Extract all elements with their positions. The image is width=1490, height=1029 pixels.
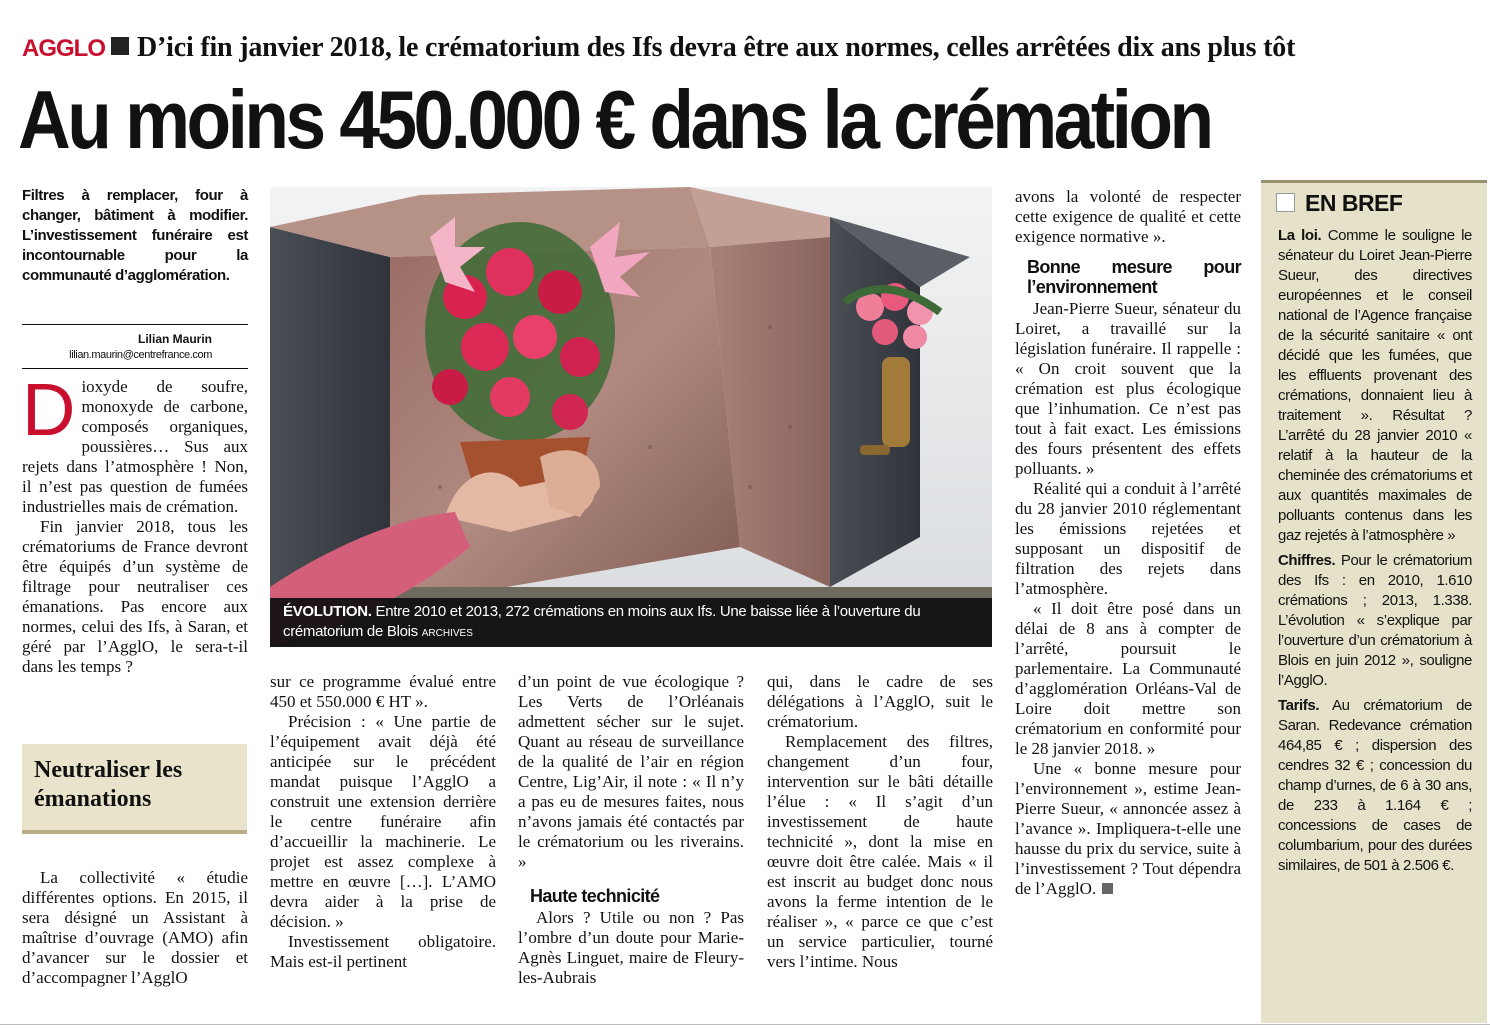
byline-rule-top <box>22 324 248 325</box>
bref-item: Chiffres. Pour le crématorium des Ifs : en 2010, 1.610 crémations ; 2013, 1.338. L’évolution « s’explique par l’ouverture d’un crématorium à Blois en juin 2012 », souligne l’AgglO. <box>1278 552 1472 689</box>
paragraph: La collectivité « étudie différentes options. En 2015, il sera désigné un Assistant à maîtrise d’ouvrage (AMO) afin d’avancer sur le dossier et d’accompagner l’AgglO <box>22 868 248 987</box>
en-bref-title: EN BREF <box>1305 190 1403 216</box>
paragraph: Une « bonne mesure pour l’environnement », estime Jean-Pierre Sueur, « annoncée assez à l’avance ». Impliquera-t-elle une hausse du prix du service, suite à l’investissement ? Tout dépendra de l’AgglO. <box>1015 759 1241 898</box>
article-column-4 <box>767 672 993 972</box>
chapo: Filtres à remplacer, four à changer, bâtiment à modifier. L’investissement funéraire est incontournable pour la communauté d’agglomération. <box>22 187 248 284</box>
caption-text: Entre 2010 et 2013, 272 crémations en moins aux Ifs. Une baisse liée à l’ouverture du crématorium de Blois <box>283 603 921 640</box>
article-column-5 <box>1015 187 1241 899</box>
lead-paragraph: Dioxyde de soufre, monoxyde de carbone, composés organiques, poussières… Sus aux rejets dans l’atmosphère ! Non, il n’est pas question de fumées industrielles mais de crémation. <box>22 368 248 516</box>
paragraph: avons la volonté de respecter cette exigence de qualité et cette exigence normative ». <box>1015 187 1241 246</box>
subhead: Bonne mesure pour l’environnement <box>1027 257 1241 297</box>
paragraph: Fin janvier 2018, tous les crématoriums de France devront être équipés d’un système de filtrage pour neutraliser ces émanations. Pas encore aux normes, celui des Ifs, à Saran, et géré par l’AgglO, le sera-t-il dans les temps ? <box>22 517 248 676</box>
caption-label: ÉVOLUTION. <box>283 603 372 620</box>
paragraph: sur ce programme évalué entre 450 et 550.000 € HT ». <box>270 672 496 711</box>
photo-caption <box>270 598 992 647</box>
en-bref-body <box>1278 226 1472 881</box>
page-bottom-rule <box>0 1024 1490 1025</box>
byline-author: Lilian Maurin <box>137 332 212 346</box>
paragraph: « Il doit être posé dans un délai de 8 ans à compter de l’arrêté, poursuit le parlementaire. La Communauté d’agglomération Orléans-Val de Loire doit mettre son crématorium en conformité pour le 28 janvier 2018. » <box>1015 599 1241 758</box>
paragraph: Précision : « Une partie de l’équipement avait déjà été anticipée sur le précédent mandat puisque l’AgglO a construit une extension derrière le centre funéraire afin d’accueillir la machinerie. Le projet est assez complexe à mettre en œuvre […]. L’AMO devra aider à la prise de décision. » <box>270 712 496 931</box>
columbarium-photo <box>270 187 992 647</box>
kicker-text: D’ici fin janvier 2018, le crématorium des Ifs devra être aux normes, celles arrêtées dix ans plus tôt <box>137 32 1296 63</box>
photo <box>270 187 992 647</box>
paragraph: Investissement obligatoire. Mais est-il pertinent <box>270 932 496 971</box>
article-column-3 <box>518 672 744 988</box>
article-column-1 <box>22 368 248 677</box>
drop-cap: D <box>22 368 76 451</box>
intertitle: Neutraliser les émanations <box>34 757 183 812</box>
bref-item: La loi. Comme le souligne le sénateur du Loiret Jean-Pierre Sueur, des directives européennes et le conseil national de l’Agence française de la sécurité sanitaire « ont décidé que les fumées, que les effluents provenant des crémations, donnaient lieu à traitement ». Résultat ? L’arrêté du 28 janvier 2010 « relatif à la hauteur de la cheminée des crématoriums et aux quantités maximales de polluants contenus dans les gaz rejetés à l’atmosphère » <box>1278 227 1472 544</box>
end-mark-icon <box>1102 883 1113 894</box>
square-icon <box>1276 193 1295 212</box>
subhead: Haute technicité <box>530 886 660 906</box>
article-column-1-cont <box>22 868 248 988</box>
paragraph: Réalité qui a conduit à l’arrêté du 28 janvier 2010 réglementant les émissions rejetées et supposant un dispositif de filtration des rejets dans l’atmosphère. <box>1015 479 1241 598</box>
bref-item: Tarifs. Au crématorium de Saran. Redevance crémation 464,85 € ; dispersion des cendres 32 € ; concession du champ d’urnes, de 6 à 30 ans, de 233 à 1.164 € ; concessions de cases de columbarium, pour des durées similaires, de 501 à 2.506 €. <box>1278 697 1472 874</box>
paragraph: qui, dans le cadre de ses délégations à l’AgglO, suit le crématorium. <box>767 672 993 731</box>
photo-credit: ARCHIVES <box>421 628 473 639</box>
square-bullet-icon <box>111 37 129 55</box>
section-tag: AGGLO <box>22 35 105 62</box>
en-bref-header <box>1276 190 1402 216</box>
intertitle-box <box>22 744 247 834</box>
kicker <box>22 30 1295 64</box>
paragraph: Remplacement des filtres, changement d’un four, intervention sur le bâti détaille l’élue : « Il s’agit d’un investissement de haute technicité », dont la mise en œuvre doit être calée. Mais « il est inscrit au budget donc nous avons la ferme intention de le réaliser », « parce ce que c’est un service particulier, tourné vers l’intime. Nous <box>767 732 993 971</box>
paragraph: Alors ? Utile ou non ? Pas l’ombre d’un doute pour Marie-Agnès Linguet, maire de Fleury-les-Aubrais <box>518 908 744 987</box>
paragraph: Jean-Pierre Sueur, sénateur du Loiret, a travaillé sur la législation funéraire. Il rappelle : « On croit souvent que la crémation est plus écologique que l’inhumation. Ce n’est pas tout à fait exact. Les émissions des fours présentent des effets polluants. » <box>1015 299 1241 478</box>
headline: Au moins 450.000 € dans la crémation <box>18 73 1211 166</box>
paragraph: d’un point de vue écologique ? Les Verts de l’Orléanais admettent sécher sur le sujet. Quant au réseau de surveillance de la qualité de l’air en région Centre, Lig’Air, il note : « Il n’y a pas eu de mesures faites, nous n’avons jamais été contactés par le crématorium ou les riverains. » <box>518 672 744 871</box>
byline-email[interactable]: lilian.maurin@centrefrance.com <box>69 349 212 361</box>
article-column-2 <box>270 672 496 972</box>
